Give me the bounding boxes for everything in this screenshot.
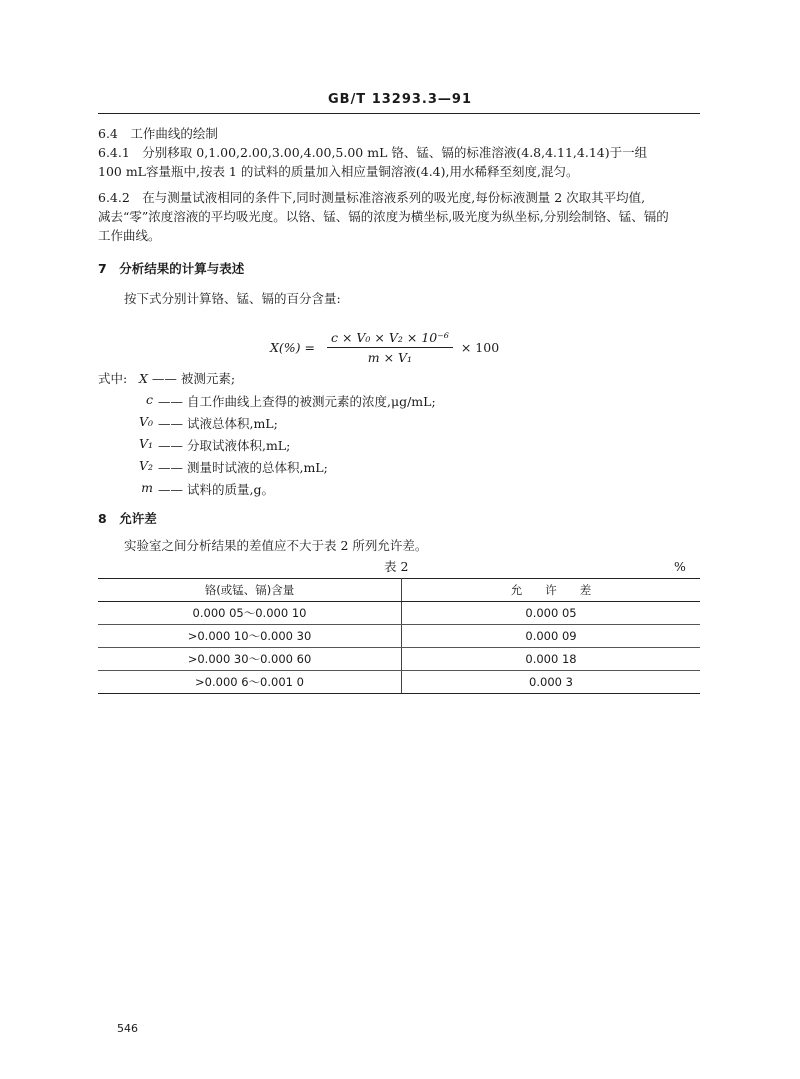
formula-denominator: m × V₁ [367, 350, 413, 365]
paragraph-6-4-1-line-2: 100 mL容量瓶中,按表 1 的试料的质量加入相应量铜溶液(4.4),用水稀释至刻度,混匀。 [98, 164, 579, 179]
where-label: 式中: [98, 371, 128, 386]
def-text: —— 被测元素; [151, 371, 236, 386]
table-2-unit: % [674, 559, 686, 574]
def-symbol: c [145, 392, 153, 407]
def-text: —— 测量时试液的总体积,mL; [158, 460, 328, 475]
def-row-0 [139, 370, 235, 388]
formula-rhs: × 100 [460, 340, 500, 355]
def-text: —— 试液总体积,mL; [158, 416, 278, 431]
section-7-title: 7 分析结果的计算与表述 [98, 261, 245, 276]
paragraph-6-4-2-line-1: 6.4.2 在与测量试液相同的条件下,同时测量标准溶液系列的吸光度,每份标液测量 2 次取其平均值, [98, 190, 646, 205]
def-symbol: X [139, 371, 148, 386]
table-row [98, 625, 700, 648]
page-number: 546 [117, 1022, 138, 1035]
def-text: —— 试料的质量,g。 [158, 482, 274, 497]
def-symbol: m [141, 480, 153, 495]
section-6-4-title: 6.4 工作曲线的绘制 [98, 126, 218, 141]
def-text: —— 自工作曲线上查得的被测元素的浓度,μg/mL; [158, 394, 436, 409]
section-8-intro: 实验室之间分析结果的差值应不大于表 2 所列允许差。 [124, 538, 428, 553]
table-row [98, 602, 700, 625]
difference-cell: 0.000 18 [402, 648, 701, 671]
content-cell: >0.000 30～0.000 60 [98, 648, 402, 671]
paragraph-6-4-2-line-2: 减去“零”浓度溶液的平均吸光度。以铬、锰、镉的浓度为横坐标,吸光度为纵坐标,分别绘制铬、锰、镉的 [98, 209, 669, 224]
def-text: —— 分取试液体积,mL; [158, 438, 291, 453]
table-header-row [98, 579, 700, 602]
def-symbol: V₂ [138, 458, 153, 473]
table-row [98, 671, 700, 694]
difference-cell: 0.000 05 [402, 602, 701, 625]
percentage-formula [270, 330, 499, 365]
formula-fraction [327, 330, 453, 365]
content-cell: >0.000 6～0.001 0 [98, 671, 402, 694]
formula-numerator: c × V₀ × V₂ × 10⁻⁶ [327, 330, 453, 348]
formula-lhs: X(%) = [270, 340, 315, 355]
difference-cell: 0.000 3 [402, 671, 701, 694]
header-allowable-difference: 允 许 差 [402, 579, 701, 602]
paragraph-6-4-2-line-3: 工作曲线。 [98, 228, 161, 243]
allowable-difference-table [98, 578, 700, 694]
table-2-caption: 表 2 [384, 559, 409, 574]
table-row [98, 648, 700, 671]
content-cell: >0.000 10～0.000 30 [98, 625, 402, 648]
header-content: 铬(或锰、镉)含量 [98, 579, 402, 602]
difference-cell: 0.000 09 [402, 625, 701, 648]
section-7-intro: 按下式分别计算铬、锰、镉的百分含量: [124, 291, 341, 306]
paragraph-6-4-1-line-1: 6.4.1 分别移取 0,1.00,2.00,3.00,4.00,5.00 mL 铬、锰、镉的标准溶液(4.8,4.11,4.14)于一组 [98, 145, 648, 160]
def-symbol: V₁ [138, 436, 153, 451]
section-8-title: 8 允许差 [98, 511, 157, 526]
header-rule [98, 113, 700, 114]
standard-header: GB/T 13293.3—91 [327, 92, 473, 107]
content-cell: 0.000 05～0.000 10 [98, 602, 402, 625]
def-symbol: V₀ [138, 414, 153, 429]
